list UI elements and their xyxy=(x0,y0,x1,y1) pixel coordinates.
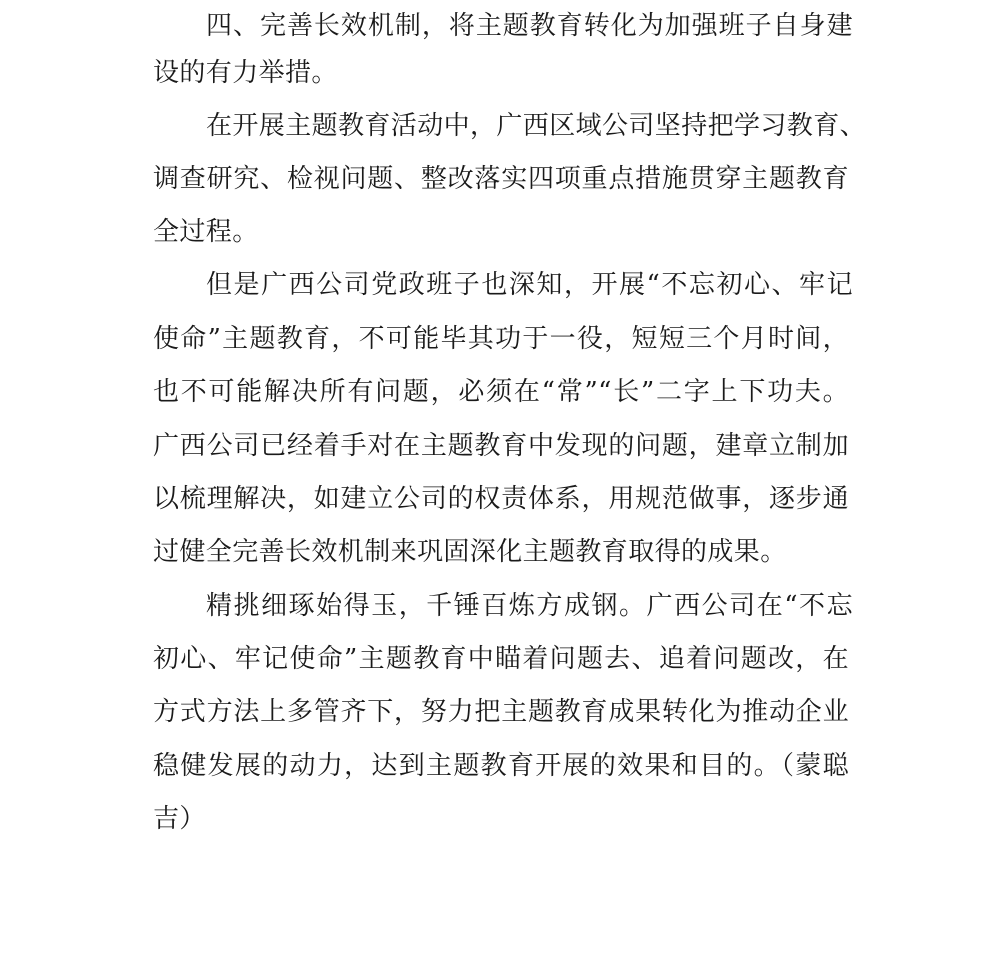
paragraph-3-line-4: 稳健发展的动力，达到主题教育开展的效果和目的。（蒙聪 xyxy=(153,751,849,781)
paragraph-1-line-2: 调查研究、检视问题、整改落实四项重点措施贯穿主题教育 xyxy=(153,164,849,194)
paragraph-3-line-5: 吉） xyxy=(153,804,206,834)
paragraph-3-line-1: 精挑细琢始得玉，千锤百炼方成钢。广西公司在“不忘 xyxy=(206,591,853,621)
heading-line-1: 四、完善长效机制，将主题教育转化为加强班子自身建 xyxy=(206,11,853,41)
heading-line-2: 设的有力举措。 xyxy=(153,58,338,88)
paragraph-1-line-3: 全过程。 xyxy=(153,217,259,247)
paragraph-2-line-5: 以梳理解决，如建立公司的权责体系，用规范做事，逐步通 xyxy=(153,484,849,514)
paragraph-3-line-2: 初心、牢记使命”主题教育中瞄着问题去、追着问题改，在 xyxy=(153,644,849,674)
paragraph-2-line-4: 广西公司已经着手对在主题教育中发现的问题，建章立制加 xyxy=(153,431,849,461)
paragraph-2-line-6: 过健全完善长效机制来巩固深化主题教育取得的成果。 xyxy=(153,537,787,567)
paragraph-2-line-1: 但是广西公司党政班子也深知，开展“不忘初心、牢记 xyxy=(206,270,853,300)
paragraph-2-line-3: 也不可能解决所有问题，必须在“常”“长”二字上下功夫。 xyxy=(153,377,849,407)
paragraph-2-line-2: 使命”主题教育，不可能毕其功于一役，短短三个月时间， xyxy=(153,324,849,354)
paragraph-3-line-3: 方式方法上多管齐下，努力把主题教育成果转化为推动企业 xyxy=(153,697,849,727)
paragraph-1-line-1: 在开展主题教育活动中，广西区域公司坚持把学习教育、 xyxy=(206,111,867,141)
